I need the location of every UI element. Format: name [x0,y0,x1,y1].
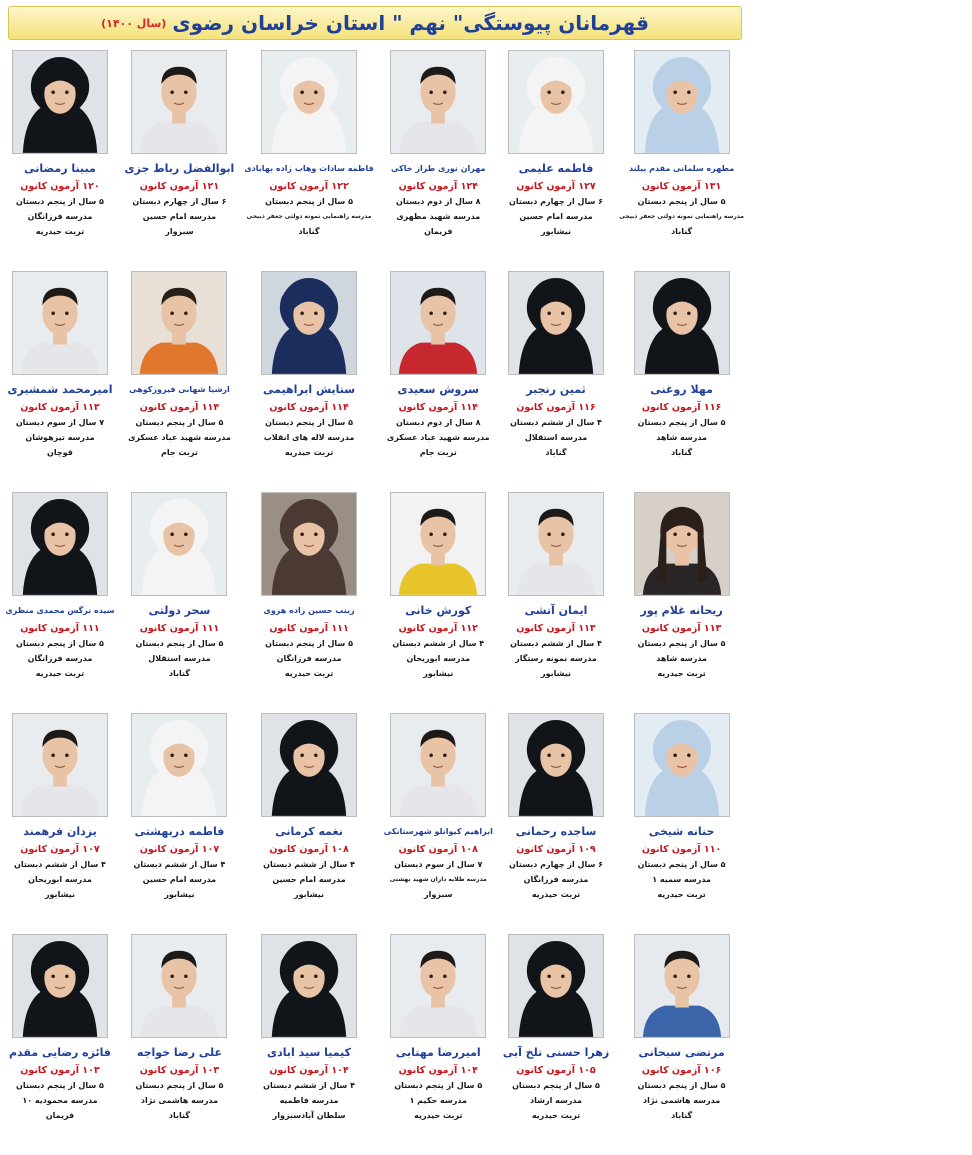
student-card [503,50,609,271]
student-score: ۱۰۴ آزمون کانون [398,1065,478,1076]
student-name: سیده نرگس محمدی منظری [5,606,115,615]
student-score: ۱۱۳ آزمون کانون [20,402,100,413]
student-city: نیشابور [294,890,325,899]
student-card [619,492,744,713]
student-name: مبینا رمضانی [24,162,96,175]
student-school: مدرسه سمیه ۱ [652,875,711,884]
student-name: زهرا حسنی تلخ آبی [502,1046,610,1059]
student-city: گناباد [168,1111,190,1120]
student-score: ۱۲۲ آزمون کانون [269,181,349,192]
student-school: مدرسه راهنمایی نمونه دولتی جعفر ذبیحی [619,213,744,220]
student-school: مدرسه امام حسین [142,212,217,221]
student-city: تربت حیدریه [35,669,85,678]
student-grade: ۵ سال از پنجم دبستان [135,418,224,427]
student-score: ۱۱۰ آزمون کانون [641,844,722,855]
student-school: مدرسه ارشاد [530,1096,583,1105]
student-grade: ۷ سال از سوم دبستان [15,418,105,427]
student-name: ثمین رنجبر [526,383,586,396]
student-name: ایمان آتشی [524,604,588,617]
student-school: مدرسه لاله های انقلاب [263,433,355,442]
student-city: نیشابور [423,669,454,678]
student-card [384,934,493,1155]
student-name: ساجده رحمانی [515,825,597,838]
student-school: مدرسه هاشمی نژاد [643,1096,721,1105]
student-photo [261,934,357,1038]
student-grade: ۴ سال از ششم دبستان [263,860,355,869]
student-school: مدرسه هاشمی نژاد [140,1096,219,1105]
student-name: سروش سعیدی [397,383,479,396]
student-school: مدرسه امام حسین [272,875,346,884]
student-grade: ۴ سال از ششم دبستان [510,418,602,427]
title-banner [8,6,742,40]
student-card [5,50,114,271]
student-score: ۱۰۸ آزمون کانون [398,844,478,855]
student-card [244,492,373,713]
student-name: کیمیا سید ابادی [267,1046,352,1059]
student-grade: ۴ سال از ششم دبستان [263,1081,355,1090]
student-grade: ۵ سال از پنجم دبستان [16,197,104,206]
student-name: مهران نوری طراز خاکی [391,164,486,173]
student-card [619,271,744,492]
student-school: مدرسه فرزانگان [27,212,93,221]
student-city: تربت حیدریه [414,1111,463,1120]
student-city: نیشابور [540,227,572,236]
student-grade: ۸ سال از دوم دبستان [396,197,481,206]
student-score: ۱۱۲ آزمون کانون [398,623,478,634]
student-city: تربت حیدریه [531,890,581,899]
students-grid [6,50,744,1155]
student-name: مرتضی سبحانی [638,1046,725,1059]
student-photo [634,50,730,154]
student-photo [390,934,486,1038]
student-school: مدرسه فرزانگان [523,875,589,884]
student-name: مهلا روغنی [650,383,713,396]
student-score: ۱۱۳ آزمون کانون [516,623,596,634]
student-city: تربت حیدریه [284,669,334,678]
student-school: مدرسه شهید عباد عسکری [128,433,231,442]
student-photo [261,50,357,154]
student-score: ۱۲۴ آزمون کانون [398,181,478,192]
student-name: سحر دولتی [148,604,211,617]
student-score: ۱۱۳ آزمون کانون [641,623,722,634]
student-grade: ۵ سال از پنجم دبستان [394,1081,483,1090]
student-card [244,713,373,934]
student-photo [261,271,357,375]
student-score: ۱۰۳ آزمون کانون [20,1065,100,1076]
student-grade: ۶ سال از چهارم دبستان [508,860,604,869]
student-school: مدرسه طلایه داران شهید بهشتی [389,876,487,883]
year-label: (سال ۱۴۰۰) [101,16,167,30]
student-name: ابراهیم کیوانلو شهرستانکی [383,827,493,836]
student-photo [12,50,108,154]
student-grade: ۵ سال از پنجم دبستان [265,197,353,206]
student-grade: ۵ سال از پنجم دبستان [512,1081,600,1090]
student-school: مدرسه محمودیه ۱۰ [22,1096,98,1105]
student-card [125,492,235,713]
student-name: زینب حسین زاده هروی [263,606,355,615]
student-school: مدرسه ابوریحان [406,654,471,663]
student-city: نیشابور [164,890,195,899]
student-school: مدرسه تیزهوشان [25,433,95,442]
student-city: سبزوار [165,227,194,236]
student-grade: ۵ سال از پنجم دبستان [637,860,726,869]
student-city: نیشابور [44,890,75,899]
student-grade: ۸ سال از دوم دبستان [396,418,481,427]
student-name: علی رضا خواجه [136,1046,222,1059]
student-grade: ۶ سال از چهارم دبستان [132,197,227,206]
student-card [5,492,114,713]
student-school: مدرسه امام حسین [142,875,217,884]
student-grade: ۴ سال از ششم دبستان [510,639,602,648]
student-score: ۱۱۶ آزمون کانون [641,402,722,413]
student-score: ۱۰۷ آزمون کانون [20,844,100,855]
student-photo [12,271,108,375]
student-card [384,50,493,271]
student-name: مطهره سلمانی مقدم بیلند [628,164,735,173]
student-school: مدرسه فاطمیه [279,1096,339,1105]
student-score: ۱۰۷ آزمون کانون [139,844,220,855]
student-grade: ۵ سال از پنجم دبستان [637,418,726,427]
student-grade: ۵ سال از پنجم دبستان [265,639,353,648]
student-city: تربت حیدریه [531,1111,581,1120]
student-card [503,934,609,1155]
student-name: فاطمه علیمی [518,162,594,175]
student-school: مدرسه حکیم ۱ [409,1096,467,1105]
student-city: تربت جام [419,448,457,457]
student-photo [131,934,227,1038]
student-score: ۱۱۱ آزمون کانون [139,623,220,634]
student-school: مدرسه استقلال [524,433,588,442]
student-card [619,713,744,934]
student-score: ۱۰۶ آزمون کانون [641,1065,722,1076]
student-grade: ۶ سال از چهارم دبستان [508,197,604,206]
student-city: گناباد [671,1111,693,1120]
student-card [244,50,373,271]
student-school: مدرسه امام حسین [519,212,593,221]
student-photo [634,271,730,375]
student-photo [131,492,227,596]
student-city: تربت جام [161,448,198,457]
student-photo [634,934,730,1038]
student-city: گناباد [671,448,693,457]
student-name: ستایش ابراهیمی [262,383,356,396]
student-photo [261,713,357,817]
student-score: ۱۱۱ آزمون کانون [269,623,349,634]
student-city: گناباد [671,227,693,236]
student-name: یزدان فرهمند [23,825,97,838]
student-photo [12,934,108,1038]
student-name: ابوالفضل رباط جزی [124,162,235,175]
student-grade: ۷ سال از سوم دبستان [394,860,483,869]
student-school: مدرسه فرزانگان [27,654,93,663]
student-city: قوچان [47,448,73,457]
student-score: ۱۲۰ آزمون کانون [20,181,100,192]
student-name: نغمه کرمانی [275,825,343,838]
student-school: مدرسه فرزانگان [276,654,342,663]
student-card [5,713,114,934]
student-grade: ۵ سال از پنجم دبستان [265,418,353,427]
student-card [384,713,493,934]
student-photo [508,271,604,375]
student-score: ۱۱۴ آزمون کانون [398,402,478,413]
student-city: گناباد [298,227,320,236]
student-name: فائزه رضایی مقدم [8,1046,111,1059]
student-grade: ۴ سال از ششم دبستان [392,639,485,648]
student-photo [634,713,730,817]
student-city: نیشابور [540,669,572,678]
student-photo [508,713,604,817]
student-name: فاطمه سادات وهاب زاده بهابادی [244,164,374,173]
student-photo [261,492,357,596]
student-school: مدرسه شهید مطهری [396,212,481,221]
student-score: ۱۱۶ آزمون کانون [516,402,596,413]
student-school: مدرسه راهنمایی نمونه دولتی جعفر ذبیحی [246,213,372,220]
student-photo [131,713,227,817]
student-photo [131,271,227,375]
student-school: مدرسه استقلال [148,654,211,663]
student-school: مدرسه شهید عباد عسکری [386,433,490,442]
student-card [125,50,235,271]
student-card [503,271,609,492]
student-score: ۱۰۸ آزمون کانون [269,844,349,855]
student-name: ارشیا شهابی فیروزکوهی [129,385,230,394]
student-card [503,713,609,934]
student-city: تربت حیدریه [35,227,85,236]
student-name: امیرمحمد شمشیری [7,383,113,396]
student-city: تربت حیدریه [657,669,706,678]
student-name: فاطمه دربهشتی [134,825,225,838]
student-card [619,934,744,1155]
student-card [619,50,744,271]
student-card [5,934,114,1155]
student-school: مدرسه شاهد [656,433,707,442]
student-name: حنانه شیخی [648,825,715,838]
student-grade: ۴ سال از ششم دبستان [14,860,106,869]
student-photo [508,50,604,154]
student-school: مدرسه ابوریحان [28,875,92,884]
student-grade: ۴ سال از ششم دبستان [133,860,226,869]
student-score: ۱۱۴ آزمون کانون [269,402,349,413]
student-photo [508,492,604,596]
student-school: مدرسه شاهد [656,654,707,663]
student-score: ۱۲۷ آزمون کانون [516,181,596,192]
student-score: ۱۲۱ آزمون کانون [139,181,220,192]
student-grade: ۵ سال از پنجم دبستان [637,1081,726,1090]
student-city: تربت حیدریه [657,890,706,899]
student-city: سبزوار [424,890,453,899]
student-score: ۱۰۵ آزمون کانون [516,1065,596,1076]
student-photo [131,50,227,154]
student-grade: ۵ سال از پنجم دبستان [135,639,224,648]
student-name: ریحانه غلام پور [640,604,723,617]
student-grade: ۵ سال از پنجم دبستان [16,639,104,648]
student-city: سلطان آبادسبزوار [272,1111,346,1120]
student-card [384,492,493,713]
student-score: ۱۳۱ آزمون کانون [641,181,722,192]
student-photo [390,713,486,817]
student-photo [390,271,486,375]
student-score: ۱۰۴ آزمون کانون [269,1065,349,1076]
student-city: تربت حیدریه [284,448,334,457]
student-grade: ۵ سال از پنجم دبستان [637,197,726,206]
student-card [244,271,373,492]
student-grade: ۵ سال از پنجم دبستان [637,639,726,648]
student-score: ۱۰۳ آزمون کانون [139,1065,220,1076]
student-card [244,934,373,1155]
page-title: قهرمانان پیوستگی" نهم " استان خراسان رضوی [172,11,649,35]
student-photo [634,492,730,596]
student-card [384,271,493,492]
student-card [5,271,114,492]
student-card [503,492,609,713]
student-card [125,271,235,492]
student-city: فریمان [45,1111,75,1120]
student-city: گناباد [545,448,567,457]
student-photo [390,492,486,596]
student-city: گناباد [168,669,190,678]
student-score: ۱۱۱ آزمون کانون [20,623,100,634]
student-name: امیررضا مهتابی [395,1046,481,1059]
student-card [125,934,235,1155]
student-grade: ۵ سال از پنجم دبستان [16,1081,104,1090]
student-score: ۱۰۹ آزمون کانون [516,844,596,855]
student-school: مدرسه نمونه رستگار [515,654,597,663]
student-photo [508,934,604,1038]
student-city: فریمان [424,227,453,236]
student-grade: ۵ سال از پنجم دبستان [135,1081,224,1090]
student-score: ۱۱۴ آزمون کانون [139,402,220,413]
student-photo [390,50,486,154]
student-photo [12,713,108,817]
student-card [125,713,235,934]
student-photo [12,492,108,596]
student-name: کورش خانی [405,604,472,617]
